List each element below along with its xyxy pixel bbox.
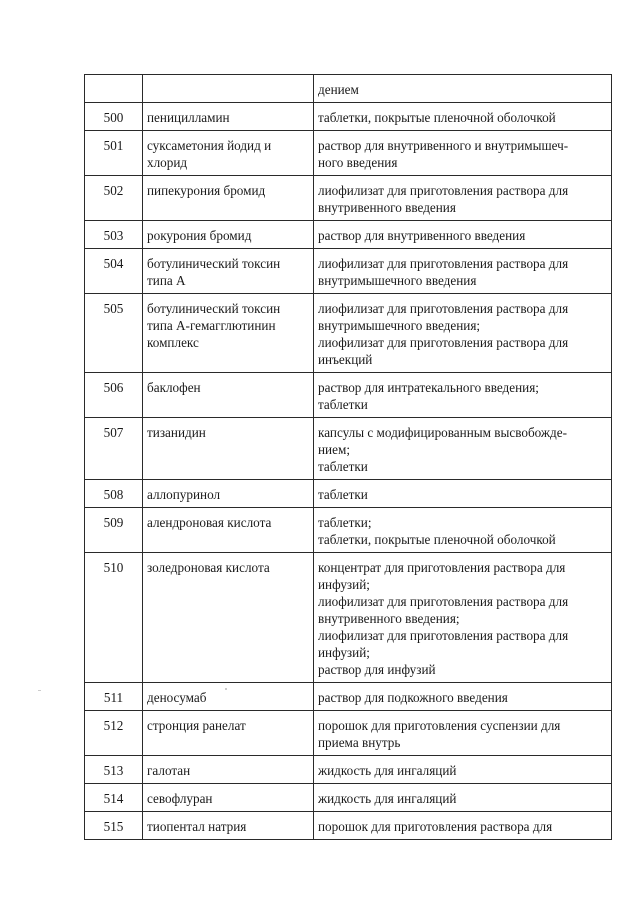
table-row — [85, 103, 612, 131]
dosage-form: жидкость для ингаляций — [314, 784, 612, 812]
drug-name: алендроновая кислота — [143, 508, 314, 553]
table-row — [85, 176, 612, 221]
dosage-form: лиофилизат для приготовления раствора для внутримышечного введения — [314, 249, 612, 294]
drug-name: суксаметония йодид и хлорид — [143, 131, 314, 176]
row-number: 514 — [85, 784, 143, 812]
drug-name: севофлуран — [143, 784, 314, 812]
scan-speck — [225, 688, 227, 690]
row-number: 501 — [85, 131, 143, 176]
table-row — [85, 480, 612, 508]
row-number: 505 — [85, 294, 143, 373]
dosage-form: таблетки, покрытые пленочной оболочкой — [314, 103, 612, 131]
drug-name: галотан — [143, 756, 314, 784]
drug-name: деносумаб — [143, 683, 314, 711]
drug-table-body — [85, 75, 612, 840]
drug-name: рокурония бромид — [143, 221, 314, 249]
drug-name: баклофен — [143, 373, 314, 418]
drug-name: золедроновая кислота — [143, 553, 314, 683]
dosage-form: концентрат для приготовления раствора для инфузий; лиофилизат для приготовления раствора для внутривенного введения; лиофилизат для приготовления раствора для инфузий; раствор для инфузий — [314, 553, 612, 683]
table-row — [85, 131, 612, 176]
row-number: 500 — [85, 103, 143, 131]
row-number: 512 — [85, 711, 143, 756]
table-row — [85, 553, 612, 683]
table-row — [85, 711, 612, 756]
table-row — [85, 249, 612, 294]
drug-name: тизанидин — [143, 418, 314, 480]
row-number: 513 — [85, 756, 143, 784]
drug-name: пипекурония бромид — [143, 176, 314, 221]
dosage-form: раствор для интратекального введения; таблетки — [314, 373, 612, 418]
drug-name: аллопуринол — [143, 480, 314, 508]
drug-name: стронция ранелат — [143, 711, 314, 756]
row-number: 510 — [85, 553, 143, 683]
dosage-form: капсулы с модифицированным высвобожде- нием; таблетки — [314, 418, 612, 480]
dosage-form: лиофилизат для приготовления раствора для внутривенного введения — [314, 176, 612, 221]
row-number: 503 — [85, 221, 143, 249]
row-number: 515 — [85, 812, 143, 840]
table-row — [85, 812, 612, 840]
row-number: 506 — [85, 373, 143, 418]
row-number — [85, 75, 143, 103]
table-row — [85, 683, 612, 711]
dosage-form: раствор для подкожного введения — [314, 683, 612, 711]
drug-name: пеницилламин — [143, 103, 314, 131]
dosage-form: лиофилизат для приготовления раствора для внутримышечного введения; лиофилизат для приготовления раствора для инъекций — [314, 294, 612, 373]
table-row — [85, 221, 612, 249]
dosage-form: таблетки — [314, 480, 612, 508]
table-row — [85, 508, 612, 553]
table-row — [85, 418, 612, 480]
table-row — [85, 373, 612, 418]
row-number: 504 — [85, 249, 143, 294]
drug-name: ботулинический токсин типа А — [143, 249, 314, 294]
drug-name: тиопентал натрия — [143, 812, 314, 840]
dosage-form: порошок для приготовления раствора для — [314, 812, 612, 840]
drug-table — [84, 74, 612, 840]
dosage-form: раствор для внутривенного и внутримышеч- ного введения — [314, 131, 612, 176]
table-row — [85, 294, 612, 373]
row-number: 509 — [85, 508, 143, 553]
dosage-form: таблетки; таблетки, покрытые пленочной оболочкой — [314, 508, 612, 553]
dosage-form: порошок для приготовления суспензии для приема внутрь — [314, 711, 612, 756]
row-number: 507 — [85, 418, 143, 480]
table-row — [85, 756, 612, 784]
scan-speck — [38, 690, 41, 691]
dosage-form: жидкость для ингаляций — [314, 756, 612, 784]
drug-name — [143, 75, 314, 103]
dosage-form: дением — [314, 75, 612, 103]
row-number: 502 — [85, 176, 143, 221]
row-number: 511 — [85, 683, 143, 711]
table-row-continuation — [85, 75, 612, 103]
table-row — [85, 784, 612, 812]
drug-name: ботулинический токсин типа А-гемагглютинин комплекс — [143, 294, 314, 373]
row-number: 508 — [85, 480, 143, 508]
dosage-form: раствор для внутривенного введения — [314, 221, 612, 249]
